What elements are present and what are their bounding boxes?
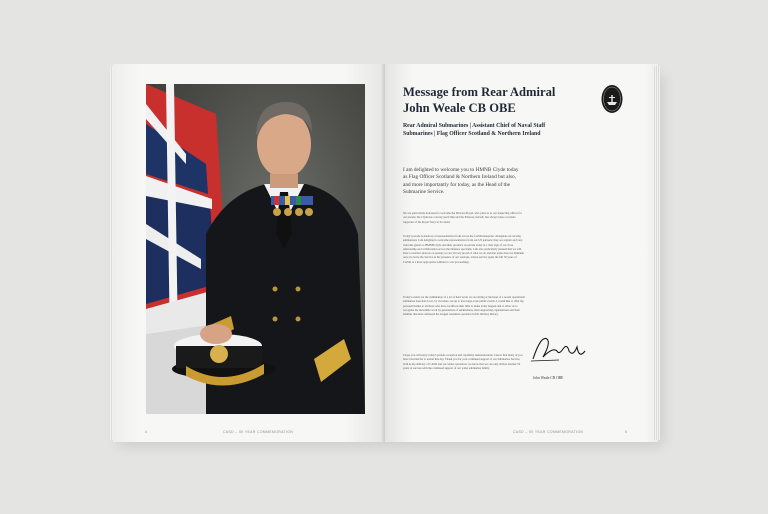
body-paragraph-3: Today's events are the culmination of a lot of hard work; we are sitting at the heart of a recent operational submarine base that is not, by its nature, set up to host large-scale public events. I would like to offer my personal thanks to all those who have sacrificed their time to make today happen and to allow us to recognise the incredible work by generations of submariners, their supporting organisations and their families that have delivered the longest sustained operation in UK military history. — [403, 295, 525, 317]
subtitle-line-1: Rear Admiral Submarines | Assistant Chief of Naval Staff — [403, 123, 546, 129]
open-brochure — [113, 64, 658, 442]
portrait-illustration — [146, 84, 365, 414]
intro-paragraph: I am delighted to welcome you to HMNB Clyde today as Flag Officer Scotland & Northern Ireland but also, and more importantly for today, as the Head of the Submarine Service. — [403, 167, 519, 195]
page-subtitle — [403, 122, 603, 138]
body-paragraph-1: We are particularly honoured to welcome the Princess Royal, who joins us as our inspecting officer for our parade; the Clyde has a strong naval link and the Princess, herself, has always been a resolute supporter of the Royal Navy in Scotland. — [403, 211, 522, 224]
title-line-2: John Weale CB OBE — [403, 101, 516, 115]
left-page-number: 4 — [145, 430, 148, 434]
casd-crest-logo — [601, 84, 623, 114]
body-paragraph-4: I hope you will enjoy today's parade, reception and capability demonstrations. I know that many of you have travelled far to attend this day. Thank you for your continued support of our Submarine Service, both in the delivery of CASD and our wider operations; we know that we can only deliver another 50 years of success with the continued support of our wider submarine family. — [403, 353, 523, 370]
page-title — [403, 84, 593, 116]
right-page-footer: CASD – 50 YEAR COMMEMORATION — [513, 430, 584, 434]
right-page-edges — [654, 66, 660, 440]
left-page — [113, 64, 385, 442]
body-paragraph-2: Today's parade is made up of representatives from across the CASD enterprise. Alongside our serving submariners I am delighted to welcome representatives from our US partners; they are regular and very welcome guests to HMNB Clyde and their presence on parade today is a clear sign of our close relationship and collaboration across the Defence spectrum. I am also particularly pleased that we will have a veteran's platoon on parade; we are all very proud of what we do and that pride does not diminish once we leave the Service as the presence of our veterans, whose service spans the full 50 years of CASD, is a most appropriate addition to our proceedings. — [403, 234, 524, 264]
handwritten-signature — [529, 329, 589, 374]
subtitle-line-2: Submarines | Flag Officer Scotland & Northern Ireland — [403, 131, 541, 138]
left-page-footer: CASD – 50 YEAR COMMEMORATION — [223, 430, 294, 434]
right-page-number: 5 — [625, 430, 628, 434]
portrait-photo — [146, 84, 365, 414]
title-line-1: Message from Rear Admiral — [403, 85, 556, 99]
signature-name: John Weale CB OBE — [533, 376, 564, 380]
